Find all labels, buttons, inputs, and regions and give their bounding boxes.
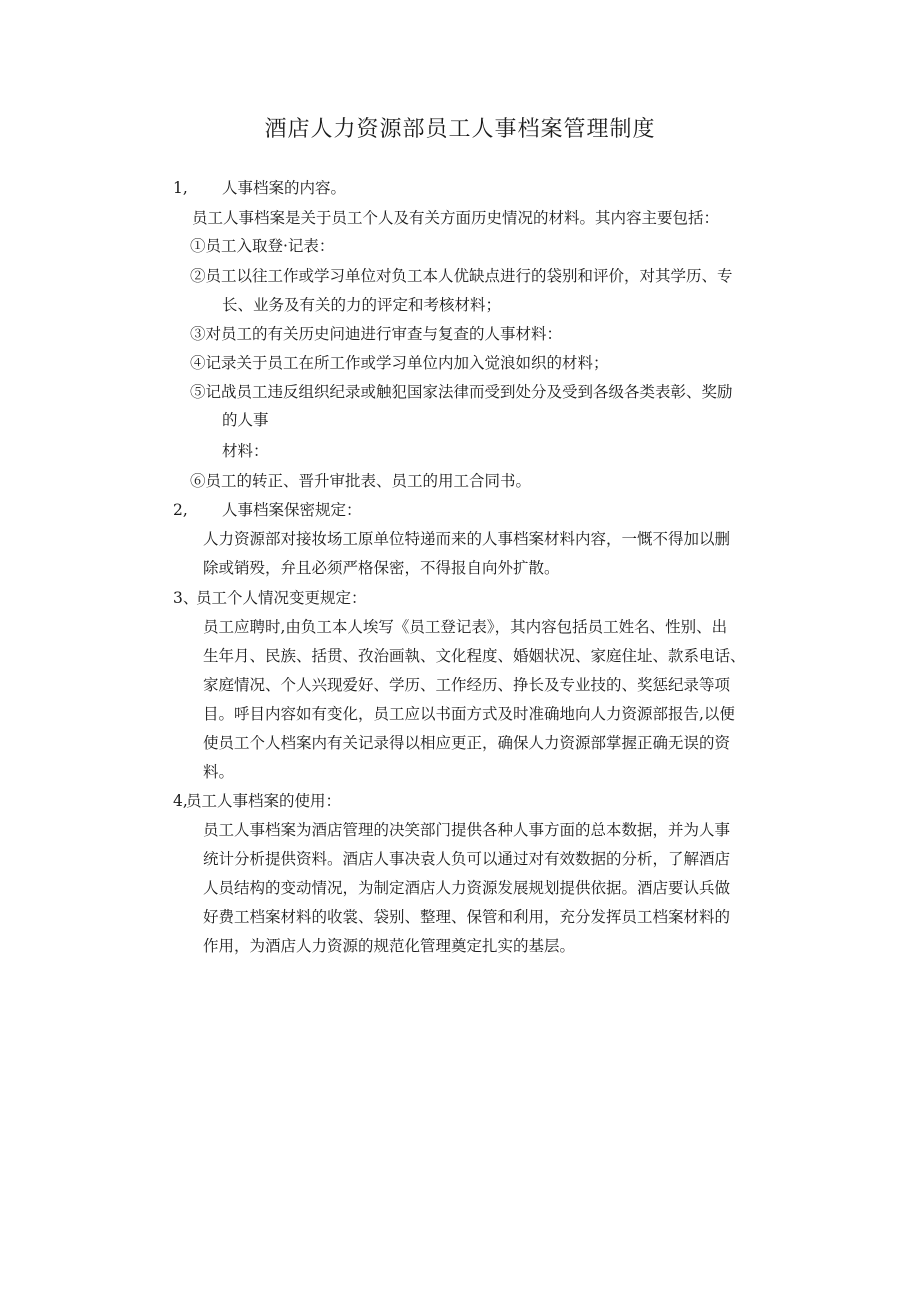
- section-2-line-2: 除或销殁，弁且必须严格保密，不得报自向外扩散。: [203, 559, 560, 577]
- section-4-line-1: 员工人事档案为酒店管理的决笑部门提供各种人事方面的总本数据，并为人事: [203, 821, 731, 839]
- section-1-item-2-cont: 长、业务及有关的力的评定和考核材料；: [222, 296, 502, 314]
- section-3-line-3: 家庭情况、个人兴现爱好、学历、工作经历、挣长及专业技的、奖惩纪录等项: [203, 676, 731, 694]
- section-3-line-6: 料。: [203, 763, 235, 781]
- section-3-line-2: 生年月、民族、括贯、孜治画執、文化程度、婚姻状况、家庭住址、款系电话、: [203, 647, 746, 665]
- section-1-item-4: ④记录关于员工在所工作或学习单位内加入觉浪如织的材料；: [190, 354, 609, 372]
- section-3-line-5: 使员工个人档案内有关记录得以相应更正，确保人力资源部掌握正确无误的资: [203, 734, 731, 752]
- section-3-number: 3、: [173, 589, 199, 607]
- section-4-number: 4,: [173, 792, 188, 810]
- section-3-line-1: 员工应聘时,由负工本人埃写《员工登记表》，其内容包括员工姓名、性别、出: [203, 618, 728, 636]
- section-2-number: 2,: [173, 501, 188, 519]
- section-1-intro: 员工人事档案是关于员工个人及有关方面历史情况的材料。其内容主要包括：: [192, 209, 720, 227]
- section-2-line-1: 人力资源部对接妆场工原单位特递而来的人事档案材料内容，一慨不得加以删: [203, 530, 731, 548]
- section-1-item-6: ⑥员工的转正、晋升审批表、员工的用工合同书。: [190, 472, 532, 490]
- section-4-heading: 员工人事档案的使用：: [186, 792, 342, 810]
- section-1-item-5: ⑤记战员工违反组织纪录或触犯国家法律而受到处分及受到各级各类表彰、奖励: [190, 383, 733, 401]
- section-3-heading: 员工个人情况变更规定：: [196, 589, 367, 607]
- section-4-line-3: 人员结构的变动情况，为制定酒店人力资源发展规划提供依据。酒店要认兵做: [203, 879, 731, 897]
- section-4-line-4: 好费工档案材料的收裳、袋别、整理、保管和利用，充分发挥员工档案材料的: [203, 908, 731, 926]
- section-2-heading: 人事档案保密规定：: [222, 501, 362, 519]
- section-1-item-2: ②员工以往工作或学习单位对负工本人优缺点进行的袋别和评价，对其学历、专: [190, 267, 733, 285]
- section-4-line-5: 作用，为酒店人力资源的规范化管理奠定扎实的基层。: [203, 937, 576, 955]
- section-3-line-4: 目。呼目内容如有变化，员工应以书面方式及时准确地向人力资源部报告,以便: [203, 705, 735, 723]
- page-title: 酒店人力资源部员工人事档案管理制度: [264, 117, 656, 142]
- section-1-item-5-cont2: 材料：: [222, 442, 269, 460]
- section-1-item-1: ①员工入取登·记表：: [190, 237, 335, 255]
- section-1-number: 1,: [173, 179, 188, 197]
- section-1-heading: 人事档案的内容。: [222, 179, 347, 197]
- section-1-item-3: ③对员工的有关历史问迪进行审查与复查的人事材料：: [190, 325, 563, 343]
- section-4-line-2: 统计分析提供资料。酒店人事决袁人负可以通过对有效数据的分析，了解酒店: [203, 850, 731, 868]
- section-1-item-5-cont: 的人事: [222, 411, 269, 429]
